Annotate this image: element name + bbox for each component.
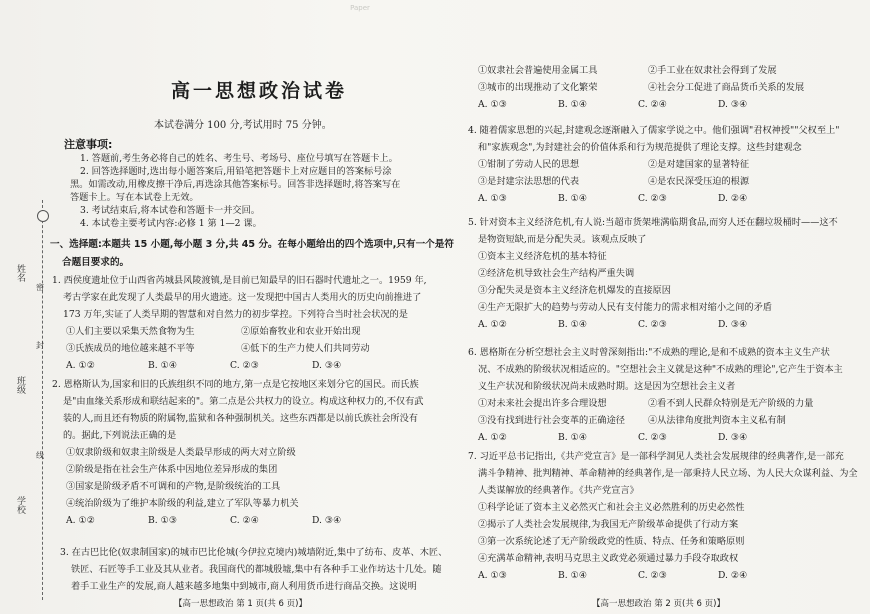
option-b[interactable]: B. ①④ bbox=[148, 360, 178, 371]
question-stem: 2. 恩格斯认为,国家和旧的氏族组织不同的地方,第一点是它按地区来划分它的国民。而氏族 bbox=[52, 379, 419, 390]
question-stem: 况、不成熟的阶级状况相适应的。"空想社会主义就是这种"不成熟的理论",它产生于资本主 bbox=[478, 364, 843, 375]
statement: ④是农民深受压迫的根源 bbox=[648, 176, 750, 187]
option-c[interactable]: C. ②③ bbox=[638, 193, 668, 204]
class-label: 班级 bbox=[15, 376, 25, 394]
option-a[interactable]: A. ①③ bbox=[478, 193, 507, 204]
statement-row bbox=[468, 173, 864, 190]
statement: ②是对建国家的显著特征 bbox=[648, 159, 750, 170]
question-stem: 和"家族观念",为封建社会的价值体系和行为规范提供了理论支撑。这些封建观念 bbox=[478, 142, 802, 153]
section-heading-line: 一、选择题:本题共 15 小题,每小题 3 分,共 45 分。在每小题给出的四个选项中,只有一个是符 bbox=[50, 239, 454, 250]
statement: ④低下的生产力使人们共同劳动 bbox=[241, 343, 370, 354]
question-stem: 是"由血缘关系形成和联结起来的"。第二点是公共权力的设立。构成这种权力的,不仅有武 bbox=[63, 396, 424, 407]
question-stem: 7. 习近平总书记指出,《共产党宣言》是一部科学洞见人类社会发展规律的经典著作,是一部充 bbox=[468, 451, 844, 462]
statement: ④充满革命精神,表明马克思主义政党必须通过暴力手段夺取政权 bbox=[478, 553, 739, 564]
option-b[interactable]: B. ①④ bbox=[558, 193, 588, 204]
question-4 bbox=[468, 122, 864, 207]
question-stem: 考古学家在此发现了人类最早的用火遗迹。这一发现把中国古人类用火的历史向前推进了 bbox=[63, 292, 422, 303]
option-a[interactable]: A. ①③ bbox=[478, 570, 507, 581]
option-d[interactable]: D. ③④ bbox=[312, 360, 342, 371]
notice-item: 4. 本试卷主要考试内容:必修 1 第 1—2 课。 bbox=[80, 218, 262, 229]
option-row bbox=[468, 567, 864, 584]
question-stem: 的。据此,下列说法正确的是 bbox=[63, 430, 177, 441]
statement: ②看不到人民群众特别是无产阶级的力量 bbox=[648, 398, 814, 409]
question-2 bbox=[52, 376, 452, 529]
question-stem: 是物资短缺,而是分配失灵。该观点反映了 bbox=[478, 234, 647, 245]
statement-row bbox=[468, 156, 864, 173]
question-stem: 铁匠、石匠等手工业及其从业者。我国商代的都城殷墟,集中有各种手工业作坊达十几处。随 bbox=[71, 564, 442, 575]
option-d[interactable]: D. ②④ bbox=[718, 193, 748, 204]
statement: ②揭示了人类社会发展规律,为我国无产阶级革命提供了行动方案 bbox=[478, 519, 739, 530]
notice-item: 黑。如需改动,用橡皮擦干净后,再选涂其他答案标号。回答非选择题时,将答案写在 bbox=[70, 179, 401, 190]
option-a[interactable]: A. ①② bbox=[478, 319, 507, 330]
option-a[interactable]: A. ①③ bbox=[478, 99, 507, 110]
notice-item: 答题卡上。写在本试卷上无效。 bbox=[70, 192, 199, 203]
statement-row bbox=[468, 62, 864, 79]
statement: ③没有找到进行社会变革的正确途径 bbox=[478, 415, 625, 426]
seal-mark: 线 bbox=[36, 451, 44, 460]
left-column bbox=[50, 0, 456, 614]
statement: ①科学论证了资本主义必然灭亡和社会主义必然胜利的历史必然性 bbox=[478, 502, 745, 513]
option-row bbox=[468, 96, 864, 113]
option-b[interactable]: B. ①④ bbox=[558, 319, 588, 330]
option-d[interactable]: D. ③④ bbox=[312, 515, 342, 526]
statement: ②经济危机导致社会生产结构严重失调 bbox=[478, 268, 635, 279]
notice-item: 1. 答题前,考生务必将自己的姓名、考生号、考场号、座位号填写在答题卡上。 bbox=[80, 153, 398, 164]
option-row bbox=[468, 190, 864, 207]
option-c[interactable]: C. ②③ bbox=[638, 432, 668, 443]
question-stem: 人类谋解放的经典著作。《共产党宣言》 bbox=[478, 485, 639, 496]
option-c[interactable]: C. ②④ bbox=[230, 515, 260, 526]
statement-row bbox=[52, 340, 452, 357]
notice-list bbox=[70, 152, 450, 230]
statement: ①人们主要以采集天然食物为生 bbox=[66, 326, 195, 337]
statement: ②手工业在奴隶社会得到了发展 bbox=[648, 65, 777, 76]
question-stem: 3. 在古巴比伦(奴隶制国家)的城市巴比伦城(今伊拉克境内)城墙附近,集中了纺布、皮革、木匠、 bbox=[60, 547, 448, 558]
option-c[interactable]: C. ②④ bbox=[638, 99, 668, 110]
question-stem: 173 万年,实证了人类早期的智慧和对自然力的初步掌控。下列符合当时社会状况的是 bbox=[63, 309, 408, 320]
question-stem: 着手工业生产的发展,商人越来越多地集中到城市,商人利用货币进行商品交换。这说明 bbox=[71, 581, 417, 592]
question-stem: 5. 针对资本主义经济危机,有人说:当超市货架堆满临期食品,而穷人还在翻垃圾桶时——这不 bbox=[468, 217, 838, 228]
question-stem: 1. 西侯度遗址位于山西省芮城县风陵渡镇,是目前已知最早的旧石器时代遗址之一。1959 年, bbox=[52, 275, 427, 286]
question-6 bbox=[468, 344, 864, 446]
statement: ①对未来社会提出许多合理设想 bbox=[478, 398, 607, 409]
option-c[interactable]: C. ②③ bbox=[638, 319, 668, 330]
statement: ①奴隶阶级和奴隶主阶级是人类最早形成的两大对立阶级 bbox=[66, 447, 296, 458]
statement: ③第一次系统论述了无产阶级政党的性质、特点、任务和策略原则 bbox=[478, 536, 745, 547]
binding-hole bbox=[37, 210, 49, 222]
statement: ②原始畜牧业和农业开始出现 bbox=[241, 326, 361, 337]
statement: ①资本主义经济危机的基本特征 bbox=[478, 251, 607, 262]
school-label: 学校 bbox=[15, 496, 25, 514]
statement: ④生产无限扩大的趋势与劳动人民有支付能力的需求相对缩小之间的矛盾 bbox=[478, 302, 772, 313]
option-c[interactable]: C. ②③ bbox=[638, 570, 668, 581]
seal-mark: 密 bbox=[36, 283, 44, 292]
notice-item: 2. 回答选择题时,选出每小题答案后,用铅笔把答题卡上对应题目的答案标号涂 bbox=[80, 166, 392, 177]
statement: ③氏族成员的地位越来越不平等 bbox=[66, 343, 195, 354]
statement-row bbox=[468, 395, 864, 412]
notice-item: 3. 考试结束后,将本试卷和答题卡一并交回。 bbox=[80, 205, 260, 216]
section-heading-line: 合题目要求的。 bbox=[62, 257, 130, 268]
statement-row bbox=[468, 412, 864, 429]
exam-title: 高一思想政治试卷 bbox=[170, 80, 347, 102]
option-a[interactable]: A. ①② bbox=[478, 432, 507, 443]
option-row bbox=[468, 316, 864, 333]
option-d[interactable]: D. ③④ bbox=[718, 99, 748, 110]
option-b[interactable]: B. ①④ bbox=[558, 432, 588, 443]
statement: ③国家是阶级矛盾不可调和的产物,是阶级统治的工具 bbox=[66, 481, 281, 492]
question-stem: 6. 恩格斯在分析空想社会主义时曾深刻指出:"不成熟的理论,是和不成熟的资本主义生产状 bbox=[468, 347, 830, 358]
right-column bbox=[460, 0, 864, 614]
question-stem: 满斗争精神、批判精神、革命精神的经典著作,是一部秉持人民立场、为人民大众谋利益、为全 bbox=[478, 468, 858, 479]
question-7 bbox=[468, 448, 864, 584]
option-b[interactable]: B. ①③ bbox=[148, 515, 178, 526]
option-d[interactable]: D. ③④ bbox=[718, 432, 748, 443]
option-row bbox=[52, 357, 452, 374]
option-b[interactable]: B. ①④ bbox=[558, 99, 588, 110]
exam-subtitle: 本试卷满分 100 分,考试用时 75 分钟。 bbox=[154, 120, 332, 131]
statement-row bbox=[52, 323, 452, 340]
question-stem: 装的人,而且还有物质的附属物,监狱和各种强制机关。这些东西都是以前氏族社会所没有 bbox=[63, 413, 418, 424]
statement: ④从法律角度批判资本主义私有制 bbox=[648, 415, 786, 426]
page-footer-right: 【高一思想政治 第 2 页(共 6 页)】 bbox=[592, 599, 725, 609]
statement-row bbox=[468, 79, 864, 96]
option-row bbox=[468, 429, 864, 446]
page-footer-left: 【高一思想政治 第 1 页(共 6 页)】 bbox=[174, 599, 307, 609]
question-5 bbox=[468, 214, 864, 333]
statement: ③是封建宗法思想的代表 bbox=[478, 176, 580, 187]
option-c[interactable]: C. ②③ bbox=[230, 360, 260, 371]
statement: ④统治阶级为了维护本阶级的利益,建立了军队等暴力机关 bbox=[66, 498, 299, 509]
option-a[interactable]: A. ①② bbox=[66, 515, 95, 526]
option-b[interactable]: B. ①④ bbox=[558, 570, 588, 581]
question-1 bbox=[52, 272, 452, 374]
option-d[interactable]: D. ②④ bbox=[718, 570, 748, 581]
statement: ④社会分工促进了商品货币关系的发展 bbox=[648, 82, 805, 93]
statement: ②阶级是指在社会生产体系中因地位差异形成的集团 bbox=[66, 464, 278, 475]
option-d[interactable]: D. ③④ bbox=[718, 319, 748, 330]
seal-mark: 封 bbox=[36, 341, 44, 350]
question-3-continued bbox=[468, 62, 864, 113]
question-stem: 义生产状况和阶级状况尚未成熟时期。这是因为空想社会主义者 bbox=[478, 381, 736, 392]
section-heading bbox=[50, 238, 454, 270]
statement: ①奴隶社会普遍使用金属工具 bbox=[478, 65, 598, 76]
scan-smudge: Paper bbox=[350, 4, 370, 12]
option-row bbox=[52, 512, 452, 529]
statement: ①钳制了劳动人民的思想 bbox=[478, 159, 580, 170]
statement: ③分配失灵是资本主义经济危机爆发的直接原因 bbox=[478, 285, 671, 296]
notice-title: 注意事项: bbox=[64, 138, 113, 151]
statement: ③城市的出现推动了文化繁荣 bbox=[478, 82, 598, 93]
question-stem: 4. 随着儒家思想的兴起,封建观念逐渐融入了儒家学说之中。他们强调"君权神授""父权至上" bbox=[468, 125, 840, 136]
dashed-cut-line bbox=[42, 200, 43, 600]
name-label: 姓名 bbox=[15, 264, 25, 282]
option-a[interactable]: A. ①② bbox=[66, 360, 95, 371]
question-3 bbox=[60, 544, 456, 595]
